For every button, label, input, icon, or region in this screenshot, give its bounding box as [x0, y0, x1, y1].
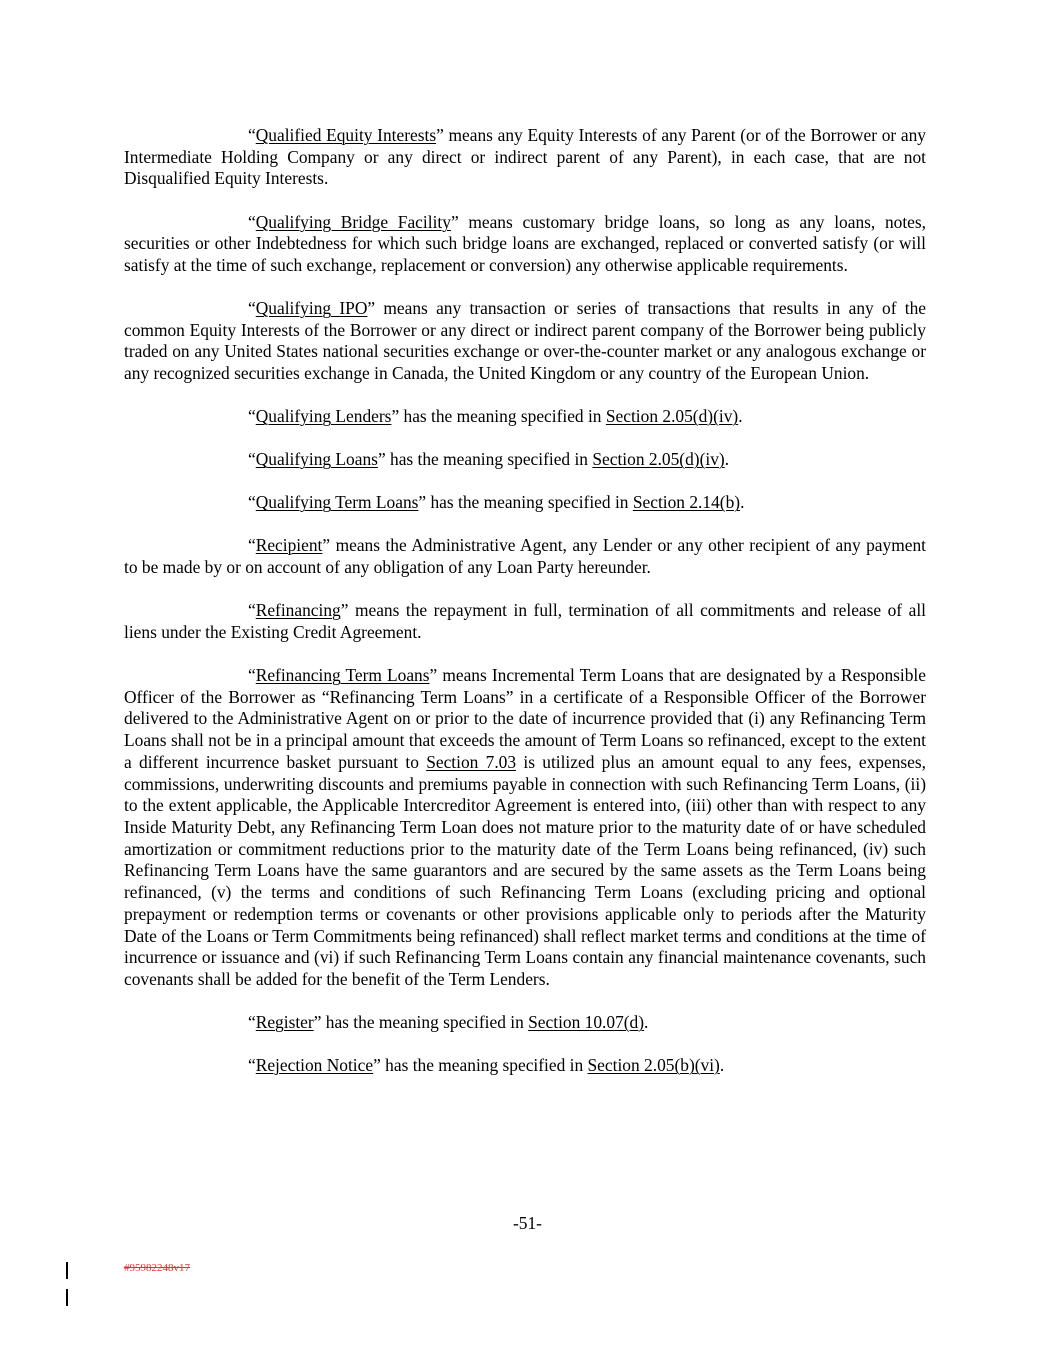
defined-term: Qualifying IPO — [255, 298, 368, 318]
paragraph-text: ” means customary bridge loans, so long as any loans, notes, securities or other Indebtedness for which such bridge loans are exchanged, replaced or converted satisfy (or will satisfy at the time of such exchange, replacement or conversion) any otherwise applicable requirements. — [124, 211, 926, 275]
paragraph-text: “ — [248, 1055, 256, 1076]
definition-paragraph — [124, 600, 926, 643]
definition-paragraph — [124, 449, 926, 471]
defined-term: Qualifying Bridge Facility — [255, 211, 451, 232]
document-id: #95982248v17 — [124, 1262, 190, 1274]
paragraph-text: “ — [248, 492, 256, 513]
section-reference[interactable]: Section 10.07(d) — [528, 1012, 645, 1033]
defined-term: Refinancing — [255, 600, 341, 621]
section-reference[interactable]: Section 2.05(d)(iv) — [592, 449, 725, 470]
section-reference[interactable]: Section 2.05(d)(iv) — [605, 406, 739, 427]
paragraph-text: “ — [248, 1012, 256, 1033]
paragraph-text: ” has the meaning specified in — [313, 1012, 529, 1033]
defined-term: Qualified Equity Interests — [255, 125, 437, 145]
definition-paragraph — [124, 1055, 926, 1077]
definition-paragraph — [124, 298, 926, 385]
paragraph-text: . — [738, 406, 743, 427]
paragraph-text: ” means the repayment in full, termination of all commitments and release of all liens under the Existing Credit Agreement. — [124, 600, 926, 642]
paragraph-text: ” has the meaning specified in — [418, 492, 633, 513]
page-number: -51- — [513, 1213, 542, 1233]
paragraph-text: ” has the meaning specified in — [391, 406, 606, 427]
paragraph-text: “ — [248, 600, 256, 621]
paragraph-text: ” means any transaction or series of transactions that results in any of the common Equity Interests of the Borrower or any direct or indirect parent company of the Borrower being publicly traded on any United States national securities exchange or over-the-counter market or any analogous exchange or any recognized securities exchange in Canada, the United Kingdom or any country of the European Union. — [124, 298, 927, 384]
paragraph-text: . — [644, 1012, 649, 1033]
paragraph-text: “ — [248, 535, 256, 556]
paragraph-text: ” has the meaning specified in — [377, 449, 593, 470]
definition-paragraph — [124, 492, 926, 514]
definition-paragraph — [124, 125, 926, 190]
paragraph-text: “ — [248, 406, 256, 427]
defined-term: Refinancing Term Loans — [255, 665, 430, 686]
definition-paragraph — [124, 406, 926, 428]
paragraph-text: ” means the Administrative Agent, any Lender or any other recipient of any payment to be made by or on account of any obligation of any Loan Party hereunder. — [124, 535, 926, 578]
document-body — [124, 125, 926, 1098]
paragraph-text: “ — [248, 298, 256, 318]
paragraph-text: ” means any Equity Interests of any Parent (or of the Borrower or any Intermediate Holding Company or any direct or indirect parent of any Parent), in each case, that are not Disqualified Equity Interests. — [124, 125, 926, 189]
definition-paragraph — [124, 1012, 926, 1034]
change-bar — [66, 1262, 68, 1279]
paragraph-text: . — [740, 492, 745, 513]
section-reference[interactable]: Section 7.03 — [426, 751, 517, 772]
paragraph-text: . — [719, 1055, 725, 1076]
section-reference[interactable]: Section 2.05(b)(vi) — [587, 1055, 720, 1076]
paragraph-text: “ — [248, 211, 256, 232]
defined-term: Qualifying Lenders — [255, 406, 392, 427]
paragraph-text: . — [724, 449, 730, 470]
paragraph-text: “ — [248, 665, 256, 686]
paragraph-text: ” has the meaning specified in — [373, 1055, 588, 1076]
paragraph-text: ” means Incremental Term Loans that are designated by a Responsible Officer of the Borrower as “Refinancing Term Loans” in a certificate of a Responsible Officer of the Borrower delivered to the Administrative Agent on or prior to the date of incurrence provided that (i) any Refinancing Term Loans shall not be in a principal amount that exceeds the amount of Term Loans so refinanced, except to the extent a different incurrence basket pursuant to — [124, 665, 926, 772]
definition-paragraph — [124, 665, 926, 991]
paragraph-text: “ — [248, 449, 256, 470]
defined-term: Qualifying Loans — [255, 449, 378, 470]
defined-term: Recipient — [255, 535, 323, 556]
paragraph-text: “ — [248, 125, 256, 145]
paragraph-text: is utilized plus an amount equal to any fees, expenses, commissions, underwriting discounts and premiums payable in connection with such Refinancing Term Loans, (ii) to the extent applicable, the Applicable Intercreditor Agreement is entered into, (iii) other than with respect to any Inside Maturity Debt, any Refinancing Term Loan does not mature prior to the maturity date of or have scheduled amortization or commitment reductions prior to the maturity date of the Term Loans being refinanced, (iv) such Refinancing Term Loans have the same guarantors and are secured by the same assets as the Term Loans being refinanced, (v) the terms and conditions of such Refinancing Term Loans (excluding pricing and optional prepayment or redemption terms or covenants or other provisions applicable only to periods after the Maturity Date of the Loans or Term Commitments being refinanced) shall reflect market terms and conditions at the time of incurrence or issuance and (vi) if such Refinancing Term Loans contain any financial maintenance covenants, such covenants shall be added for the benefit of the Term Lenders. — [124, 751, 926, 989]
change-bar — [66, 1289, 68, 1306]
definition-paragraph — [124, 535, 926, 578]
section-reference[interactable]: Section 2.14(b) — [632, 492, 741, 513]
defined-term: Rejection Notice — [255, 1055, 374, 1076]
defined-term: Qualifying Term Loans — [255, 492, 419, 513]
defined-term: Register — [255, 1012, 314, 1033]
definition-paragraph — [124, 212, 926, 277]
